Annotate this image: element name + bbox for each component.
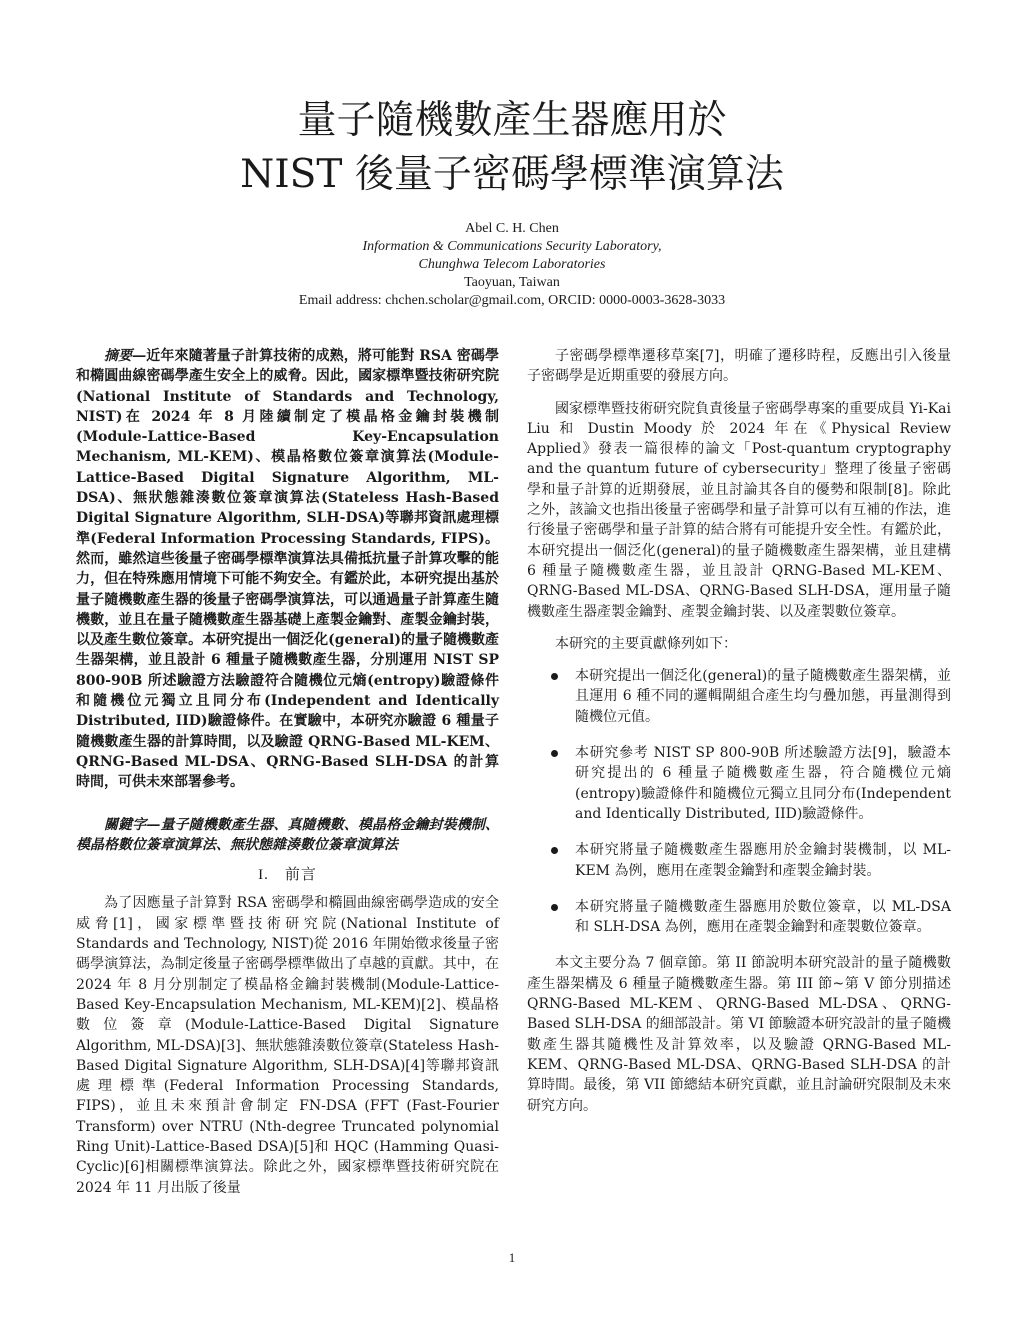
abstract-lead: 摘要— [104,348,147,364]
intro-paragraph-continued: 子密碼學標準遷移草案[7]，明確了遷移時程，反應出引入後量子密碼學是近期重要的發展方向。 [527,348,951,385]
contribution-text: 本研究參考 NIST SP 800-90B 所述驗證方法[9]，驗證本研究提出的 6 種量子隨機數產生器，符合隨機位元熵(entropy)驗證條件和隨機位元獨立且同分布(Independent and Identically Distributed, IID)驗證條件。 [575,745,951,822]
author-contact: Email address: chchen.scholar@gmail.com, ORCID: 0000-0003-3628-3033 [298,293,726,308]
section-heading-introduction: I. 前言 [258,867,317,884]
left-column [76,346,499,1210]
list-item [527,743,951,824]
intro-paragraph: 為了因應量子計算對 RSA 密碼學和橢圓曲線密碼學造成的安全威脅[1]，國家標準暨技術研究院(National Institute of Standards and Technology, NIST)從 2016 年開始徵求後量子密碼學演算法，為制定後量子密碼學標準做出了卓越的貢獻。其中，在 2024 年 8 月分別制定了模晶格金鑰封裝機制(Module-Lattice-Based Key-Encapsulation Mechanism, ML-KEM)[2]、模晶格數位簽章(Module-Lattice-Based Digital Signature Algorithm, ML-DSA)[3]、無狀態雜湊數位簽章(Stateless Hash-Based Digital Signature Algorithm, SLH-DSA)[4]等聯邦資訊處理標準(Federal Information Processing Standards, FIPS)，並且未來預計會制定 FN-DSA (FFT (Fast-Fourier Transform) over NTRU (Nth-degree Truncated polynomial Ring Unit)-Lattice-Based DSA)[5]和 HQC (Hamming Quasi-Cyclic)[6]相關標準演算法。除此之外，國家標準暨技術研究院在 2024 年 11 月出版了後量 [76,895,499,1196]
contributions-intro: 本研究的主要貢獻條列如下： [555,635,737,652]
abstract-body: 近年來隨著量子計算技術的成熟，將可能對 RSA 密碼學和橢圓曲線密碼學產生安全上的威脅。因此，國家標準暨技術研究院(National Institute of Standards and Technology, NIST)在 2024 年 8 月陸續制定了模晶格金鑰封裝機制(Module-Lattice-Based Key-Encapsulation Mechanism, ML-KEM)、模晶格數位簽章演算法(Module-Lattice-Based Digital Signature Algorithm, ML-DSA)、無狀態雜湊數位簽章演算法(Stateless Hash-Based Digital Signature Algorithm, SLH-DSA)等聯邦資訊處理標準(Federal Information Processing Standards, FIPS)。然而，雖然這些後量子密碼學標準演算法具備抵抗量子計算攻擊的能力，但在特殊應用情境下可能不夠安全。有鑑於此，本研究提出基於量子隨機數產生器的後量子密碼學演算法，可以通過量子計算產生隨機數，並且在量子隨機數產生器基礎上產製金鑰對、產製金鑰封裝，以及產生數位簽章。本研究提出一個泛化(general)的量子隨機數產生器架構，並且設計 6 種量子隨機數產生器，分別運用 NIST SP 800-90B 所述驗證方法驗證符合隨機位元熵(entropy)驗證條件和隨機位元獨立且同分布(Independent and Identically Distributed, IID)驗證條件。在實驗中，本研究亦驗證 6 種量子隨機數產生器的計算時間，以及驗證 QRNG-Based ML-KEM、QRNG-Based ML-DSA、QRNG-Based SLH-DSA 的計算時間，可供未來部署參考。 [76,348,499,791]
list-item [527,897,951,938]
bullet-icon [551,673,558,680]
author-affiliation-org: Chunghwa Telecom Laboratories [418,257,606,272]
related-work-paragraph: 國家標準暨技術研究院負責後量子密碼學專案的重要成員 Yi-Kai Liu 和 Dustin Moody 於 2024 年在《Physical Review Applied》發表一篇很棒的論文「Post-quantum cryptography and the quantum future of cybersecurity」整理了後量子密碼學和量子計算的近期發展，並且討論其各自的優勢和限制[8]。除此之外，該論文也指出後量子密碼學和量子計算可以有互補的作法，進行後量子密碼學和量子計算的結合將有可能提升安全性。有鑑於此，本研究提出一個泛化(general)的量子隨機數產生器架構，並且建構 6 種量子隨機數產生器，並且設計 QRNG-Based ML-KEM、QRNG-Based ML-DSA、QRNG-Based SLH-DSA，運用量子隨機數產生器產製金鑰對、產製金鑰封裝、以及產製數位簽章。 [527,400,951,620]
list-item [527,666,951,727]
author-location: Taoyuan, Taiwan [464,275,560,290]
bullet-icon [551,750,558,757]
abstract [76,346,499,793]
contribution-text: 本研究將量子隨機數產生器應用於金鑰封裝機制，以 ML-KEM 為例，應用在產製金鑰對和產製金鑰封裝。 [575,842,951,879]
keywords: 關鍵字—量子隨機數產生器、真隨機數、模晶格金鑰封裝機制、模晶格數位簽章演算法、無狀態雜湊數位簽章演算法 [76,816,499,853]
bullet-icon [551,904,558,911]
page-number: 1 [508,1250,516,1265]
contributions-list [527,666,951,937]
author-name: Abel C. H. Chen [465,221,559,236]
author-block [0,220,1024,310]
paper-title [0,94,1024,202]
title-line-1: 量子隨機數產生器應用於 [297,98,727,143]
list-item [527,840,951,881]
right-column [527,346,951,1128]
contribution-text: 本研究提出一個泛化(general)的量子隨機數產生器架構，並且運用 6 種不同的邏輯閘組合產生均勻疊加態，再量測得到隨機位元值。 [575,668,951,725]
author-affiliation-lab: Information & Communications Security Laboratory, [362,239,662,254]
contribution-text: 本研究將量子隨機數產生器應用於數位簽章，以 ML-DSA 和 SLH-DSA 為例，應用在產製金鑰對和產製數位簽章。 [575,898,951,936]
title-line-2: NIST 後量子密碼學標準演算法 [240,152,784,197]
bullet-icon [551,847,558,854]
paper-outline-paragraph: 本文主要分為 7 個章節。第 II 節說明本研究設計的量子隨機數產生器架構及 6 種量子隨機數產生器。第 III 節~第 V 節分別描述 QRNG-Based ML-KEM、QRNG-Based ML-DSA、QRNG-Based SLH-DSA 的細部設計。第 VI 節驗證本研究設計的量子隨機數產生器其隨機性及計算效率，以及驗證 QRNG-Based ML-KEM、QRNG-Based ML-DSA、QRNG-Based SLH-DSA 的計算時間。最後，第 VII 節總結本研究貢獻，並且討論研究限制及未來研究方向。 [527,955,951,1114]
